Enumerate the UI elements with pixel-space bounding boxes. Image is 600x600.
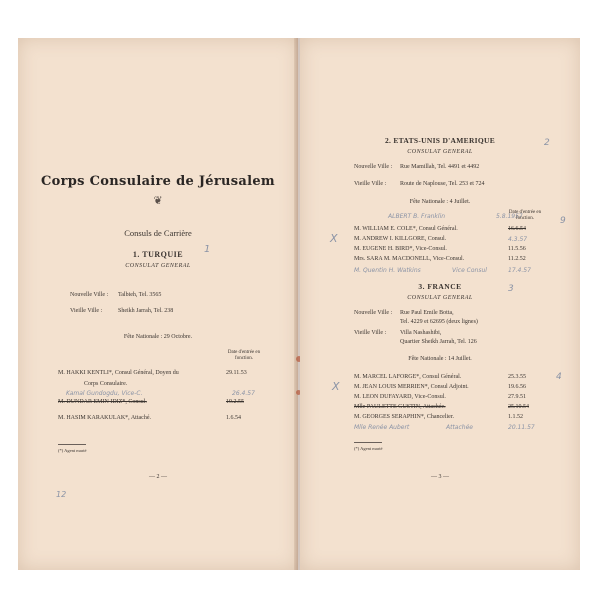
booklet-spread	[18, 38, 580, 570]
section-subheading: CONSULAT GENERAL	[125, 263, 191, 269]
table-row-date: 25.3.55	[508, 374, 526, 380]
table-row-date: 16.6.54	[508, 226, 526, 232]
handwritten-date: 5.8.1957	[496, 213, 523, 220]
handwritten-mark: 9	[560, 216, 566, 226]
footnote-rule	[354, 442, 382, 443]
address-1: Rue Mamillah, Tel. 4491 et 4492	[400, 164, 480, 170]
footnote: (*) Agent marié	[354, 446, 383, 451]
table-row-date: 27.9.51	[508, 394, 526, 400]
address-label-2: Vieille Ville :	[70, 308, 103, 314]
section-heading: 1. TURQUIE	[132, 250, 184, 259]
address-4: Villa Nashashibi,	[400, 330, 442, 336]
date-column-header: Date d'entrée en fonction.	[508, 210, 542, 221]
document-title: Corps Consulaire de Jérusalem	[40, 174, 275, 189]
table-row: M. EUGENE H. BIRD*, Vice-Consul.	[354, 246, 447, 252]
address-1: Talbieh, Tel. 3565	[118, 292, 162, 298]
right-page	[300, 38, 580, 570]
handwritten-cross: X	[330, 232, 338, 245]
handwritten-number: 12	[56, 490, 67, 499]
table-row-date: 1.6.54	[226, 415, 241, 421]
handwritten-note: ALBERT B. Franklin	[388, 213, 446, 220]
footnote-rule	[58, 444, 86, 445]
table-row-date: 19.6.56	[508, 384, 526, 390]
address-label-2: Vieille Ville :	[354, 181, 387, 187]
footnote: (*) Agent marié	[58, 448, 87, 453]
section-heading: 3. FRANCE	[418, 282, 462, 291]
national-day: Fête Nationale : 14 Juillet.	[408, 356, 472, 362]
table-row: M. HAKKI KENTLI*, Consul Général, Doyen du	[58, 370, 179, 376]
handwritten-mark: 2	[544, 138, 550, 148]
handwritten-cross: X	[332, 380, 340, 393]
handwritten-mark: 4	[556, 372, 562, 382]
handwritten-mark: 3	[508, 284, 514, 294]
address-2: Sheikh Jarrah, Tel. 238	[118, 308, 174, 314]
table-row: Mrs. SARA M. MACDONELL, Vice-Consul.	[354, 256, 465, 262]
table-row-date: 20.11.57	[508, 424, 535, 431]
section-subheading: CONSULAT GENERAL	[407, 149, 473, 155]
table-row: M. DUNDAR EMIN IDIZ*, Consul.	[58, 399, 147, 405]
handwritten-title: Attachée	[446, 424, 473, 431]
handwritten-date: 26.4.57	[232, 390, 255, 397]
section-heading: 2. ETATS-UNIS D'AMERIQUE	[384, 136, 496, 145]
table-row-date: 1.1.52	[508, 414, 523, 420]
table-row: M. JEAN LOUIS MERRIEN*, Consul Adjoint.	[354, 384, 469, 390]
address-4b: Quartier Sheikh Jarrah, Tel. 126	[400, 339, 477, 345]
table-row: M. ANDREW I. KILLGORE, Consul.	[354, 236, 447, 242]
table-row-date: 25.10.54	[508, 404, 529, 410]
page-number: — 2 —	[149, 474, 167, 480]
table-row-date: 17.4.57	[508, 267, 531, 274]
table-row-date: 4.3.57	[508, 236, 528, 243]
handwritten-note: Kamal Gundogdu, Vice-C.	[66, 390, 143, 397]
table-row-date: 11.5.56	[508, 246, 526, 252]
table-row: M. HASIM KARAKULAK*, Attaché.	[58, 415, 151, 421]
date-column-header: Date d'entrée en fonction.	[227, 350, 261, 361]
national-day: Fête Nationale : 4 Juillet.	[409, 199, 471, 205]
subtitle: Consuls de Carrière	[124, 228, 192, 238]
address-label-1: Nouvelle Ville :	[70, 292, 109, 298]
address-3: Rue Paul Emile Botta,	[400, 310, 454, 316]
address-2: Route de Naplouse, Tel. 253 et 724	[400, 181, 485, 187]
ornament-icon: ❦	[153, 195, 163, 207]
table-row: M. LEON DUFAYARD, Vice-Consul.	[354, 394, 446, 400]
table-row: Mlle Renée Aubert	[354, 424, 410, 431]
table-row: M. GEORGES SERAPHIN*, Chancelier.	[354, 414, 454, 420]
address-label-3: Nouvelle Ville :	[354, 310, 393, 316]
handwritten-mark: 1	[204, 244, 211, 255]
address-label-1: Nouvelle Ville :	[354, 164, 393, 170]
page-number: — 3 —	[431, 474, 449, 480]
table-row-date: 19.2.55	[226, 399, 244, 405]
national-day: Fête Nationale : 29 Octobre.	[123, 334, 193, 340]
left-page	[18, 38, 298, 570]
table-row: M. WILLIAM E. COLE*, Consul Général.	[354, 226, 458, 232]
table-row: Mlle PAULETTE GUSTIN, Attachée.	[354, 404, 446, 410]
section-subheading: CONSULAT GENERAL	[407, 295, 473, 301]
handwritten-title: Vice Consul	[452, 267, 487, 274]
table-row-date: 11.2.52	[508, 256, 526, 262]
table-row-date: 29.11.53	[226, 370, 247, 376]
table-row: M. MARCEL LAFORGE*, Consul Général.	[354, 374, 462, 380]
table-row: M. Quentin H. Watkins	[354, 267, 421, 274]
table-row: Corps Consulaire.	[84, 381, 128, 387]
address-label-4: Vieille Ville :	[354, 330, 387, 336]
address-3b: Tel. 4229 et 62695 (deux lignes)	[400, 319, 478, 325]
